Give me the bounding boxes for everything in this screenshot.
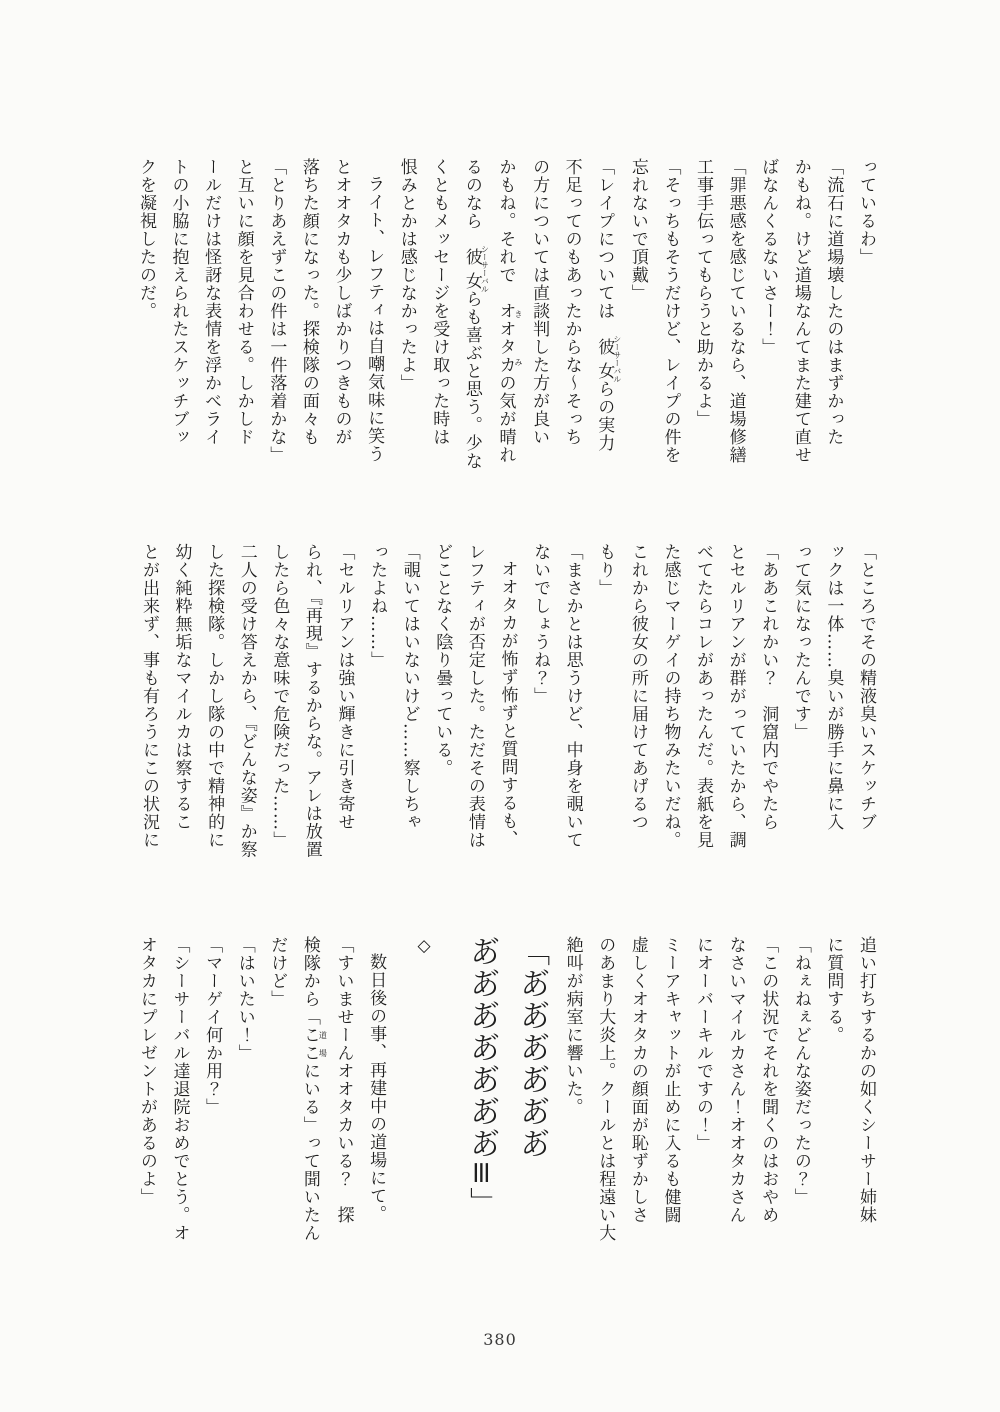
text-line: とオオタカも少しばかりつきものが	[331, 158, 352, 446]
text-line: 絶叫が病室に響いた。	[562, 936, 583, 1116]
text-line: なさいマイルカさん！オオタカさん	[725, 936, 746, 1224]
text-line: とセルリアンが群がっていたから、調	[725, 543, 746, 849]
text-line: ックは一体……臭いが勝手に鼻に入	[823, 543, 844, 831]
ruby-annotated-word: 彼女シーサーバル	[461, 245, 490, 293]
text-line: っているわ」	[856, 158, 876, 266]
text-line: 「レイプについては 彼女シーサーバルらの実力	[594, 158, 622, 452]
text-line: べてたらコレがあったんだ。表紙を見	[693, 543, 714, 849]
text-line: 「そっちもそうだけど、レイプの件を	[660, 158, 681, 464]
text-line: と互いに顔を見合わせる。しかしド	[233, 158, 254, 446]
text-line: に質問する。	[823, 936, 844, 1044]
text-line: した探検隊。しかし隊の中で精神的に	[204, 543, 225, 849]
text-line: ないでしょうね？」	[530, 543, 551, 705]
text-line: 検隊から「ここ道場にいる」って聞いたん	[299, 936, 328, 1242]
text-line: 落ちた顔になった。探検隊の面々も	[298, 158, 319, 446]
text-line: 恨みとかは感じなかったよ」	[396, 158, 417, 392]
text-line: 「はいたい！」	[234, 936, 255, 1062]
text-line: だけど」	[267, 936, 288, 1008]
text-line: 「流石に道場壊したのはまずかった	[823, 158, 844, 446]
text-line: 工事手伝ってもらうと助かるよ」	[693, 158, 714, 428]
text-line: って気になったんです」	[790, 543, 811, 741]
text-line: の方については直談判した方が良い	[529, 158, 550, 446]
text-line: 追い打ちするかの如くシーサー姉妹	[856, 936, 876, 1224]
text-line: かもね。けど道場なんてまた建て直せ	[790, 158, 811, 464]
text-line: ミーアキャットが止めに入るも健闘	[660, 936, 681, 1224]
text-line: ールだけは怪訝な表情を浮かべライ	[201, 158, 222, 446]
text-line: とが出来ず、事も有ろうにこの状況に	[138, 543, 159, 849]
text-line: オオタカが怖ず怖ずと質問するも、	[497, 560, 518, 848]
text-line: ライト、レフティは自嘲気味に笑う	[364, 175, 385, 463]
text-line: るのなら 彼女シーサーバルらも喜ぶと思う。少な	[461, 158, 490, 470]
text-band-middle	[132, 543, 882, 921]
text-line: られ、『再現』するからな。アレは放置	[301, 543, 322, 859]
text-line: 「ところでその精液臭いスケッチブ	[856, 543, 876, 831]
text-line: 二人の受け答えから、『どんな姿』か察	[236, 543, 257, 859]
text-line: 幼く純粋無垢なマイルカは察するこ	[171, 543, 192, 831]
text-line: 「あ゙あ゙あ゙あ゙あ゙あ゙	[514, 936, 550, 1160]
text-line: これから彼女の所に届けてあげるつ	[627, 543, 648, 831]
text-line: 「覗いてはいないけど……察しちゃ	[399, 543, 420, 831]
text-line: オタカにプレゼントがあるのよ」	[136, 936, 157, 1206]
text-line: 「ああこれかい？ 洞窟内でやたら	[758, 543, 779, 831]
text-line: のあまり大炎上。クールとは程遠い大	[595, 936, 616, 1242]
text-line: 「ねぇねぇどんな姿だったの？」	[790, 936, 811, 1206]
ruby-annotated-word: オオタカきみ	[495, 302, 523, 374]
text-line: ◇	[414, 936, 435, 957]
text-line: トの小脇に抱えられたスケッチブッ	[168, 158, 189, 446]
text-line: クを凝視したのだ。	[135, 158, 156, 320]
text-line: したら色々な意味で危険だった……」	[269, 543, 290, 849]
text-line: あ゙あ゙あ゙あ゙あ゙あ゙あ゙≡」	[464, 936, 500, 1220]
text-line: 「すいませーんオオタカいる？ 探	[333, 936, 354, 1224]
text-line: もり」	[595, 543, 616, 597]
text-line: 「セルリアンは強い輝きに引き寄せ	[334, 543, 355, 831]
text-band-top	[129, 158, 882, 536]
text-line: くともメッセージを受け取った時は	[429, 158, 450, 446]
text-line: 「罪悪感を感じているなら、道場修繕	[725, 158, 746, 464]
text-line: 不足ってのもあったからな～そっち	[561, 158, 582, 446]
text-line: ばなんくるないさー！」	[758, 158, 779, 356]
page-number: 380	[483, 1330, 517, 1349]
text-line: 数日後の事、再建中の道場にて。	[366, 953, 387, 1223]
text-line: 虚しくオオタカの顔面が恥ずかしさ	[627, 936, 648, 1224]
text-line: た感じマーゲイの持ち物みたいだね。	[660, 543, 681, 849]
text-line: 「とりあえずこの件は一件落着かな」	[266, 158, 287, 464]
text-line: 「マーゲイ何か用？」	[202, 936, 223, 1116]
text-line: ったよね……」	[367, 543, 388, 669]
text-line: かもね。それで オオタカきみの気が晴れ	[495, 158, 523, 464]
text-line: 「まさかとは思うけど、中身を覗いて	[562, 543, 583, 849]
text-line: 忘れないで頂戴」	[627, 158, 648, 302]
text-band-bottom	[130, 936, 882, 1314]
text-line: どことなく陰り曇っている。	[432, 543, 453, 777]
text-line: 「この状況でそれを聞くのはおやめ	[758, 936, 779, 1224]
text-line: レフティが否定した。ただその表情は	[464, 543, 485, 849]
text-line: 「シーサーバル達退院おめでとう。オ	[169, 936, 190, 1242]
ruby-annotated-word: ここ道場	[299, 1026, 328, 1062]
ruby-annotated-word: 彼女シーサーバル	[594, 335, 622, 383]
text-line: にオーバーキルですの！」	[693, 936, 714, 1152]
